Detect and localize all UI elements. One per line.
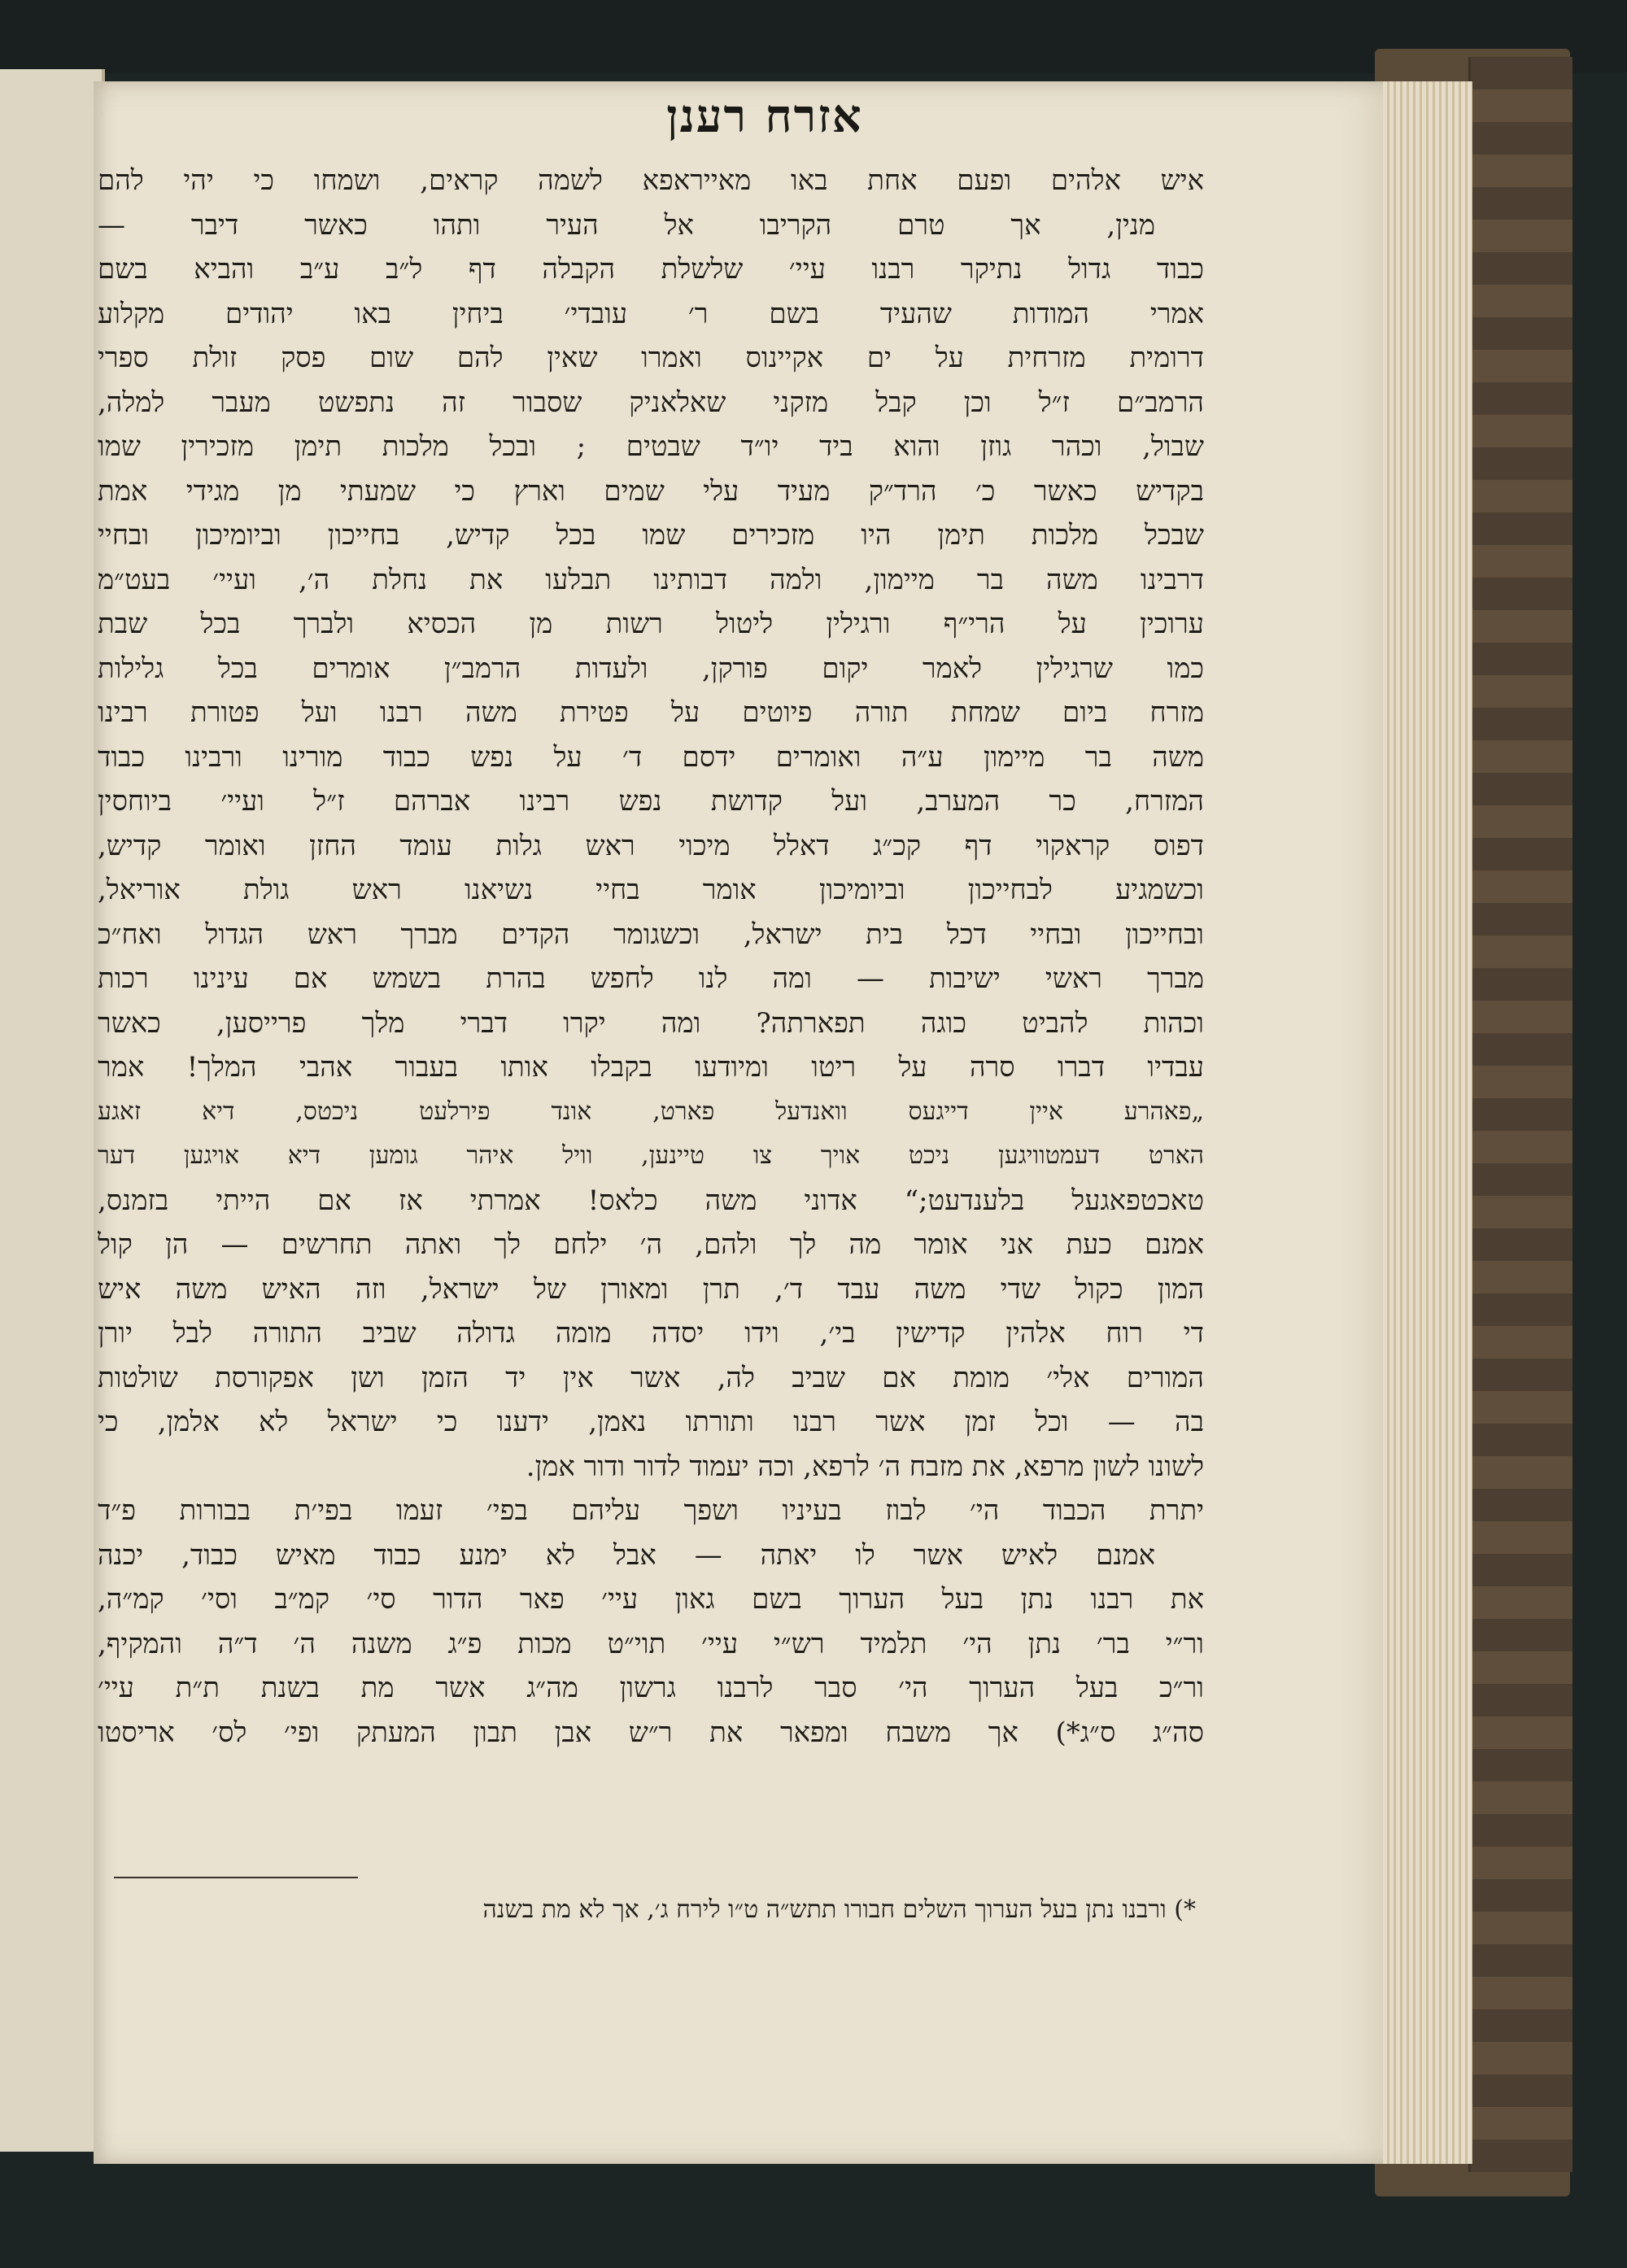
footnote-rule (114, 1877, 358, 1878)
text-line: הרמב״ם ז״ל וכן קבל מזקני שאלאניק שסבור זה נתפשט מעבר למלה, (98, 386, 1204, 419)
text-line: דרבינו משה בר מיימון, ולמה דבותינו תבלעו את נחלת ה׳, ועיי׳ בעט״מ (98, 563, 1204, 596)
text-line: כבוד גדול נתיקר רבנו עיי׳ שלשלת הקבלה דף ל״ב ע״ב והביא בשם (98, 253, 1204, 286)
text-line: איש אלהים ופעם אחת באו מאייראפא לשמה קראים, ושמחו כי יהי להם (98, 164, 1204, 197)
text-line: וכהות להביט כוגה תפארתה? ומה יקרו דברי מלך פרייסען, כאשר (98, 1006, 1204, 1040)
body-text (98, 159, 1204, 1755)
page-edges (1383, 81, 1472, 2164)
text-line: עבדיו דברו סרה על ריטו ומיודעו בקבלו אותו בעבור אהבי המלך! אמר (98, 1051, 1204, 1084)
running-header: אזרח רענן (666, 89, 863, 143)
facing-page-edge (0, 69, 105, 2152)
text-line: מנין, אך טרם הקריבו אל העיר ותהו כאשר דיבר — (98, 208, 1155, 242)
text-line: אמרי המודות שהעיד בשם ר׳ עובדי׳ ביחין באו יהודים מקלוע (98, 297, 1204, 330)
yiddish-quote-line: „פאהרע איין דייגעס וואנדעל פארט, אונד פירלעט ניכטס, דיא זאגע (98, 1097, 1204, 1126)
text-line: ור״י בר׳ נתן הי׳ תלמיד רש״י עיי׳ תוי״ט מכות פ״ג משנה ה׳ ד״ה והמקיף, (98, 1627, 1204, 1660)
text-line: המזרח, כר המערב, ועל קדושת נפש רבינו אברהם ז״ל ועיי׳ ביוחסין (98, 785, 1204, 818)
text-line: כמו שרגילין לאמר יקום פורקן, ולעדות הרמב״ן אומרים בכל גלילות (98, 652, 1204, 685)
text-line: שבכל מלכות תימן היו מזכירים שמו בכל קדיש, בחייכון וביומיכון ובחיי (98, 519, 1204, 552)
text-line: וכשמגיע לבחייכון וביומיכון אומר בחיי נשיאנו ראש גולת אוריאל, (98, 874, 1204, 906)
book-spine (1468, 57, 1572, 2172)
text-line: בקדיש כאשר כ׳ הרד״ק מעיד עלי שמים וארץ כי שמעתי מן מגידי אמת (98, 474, 1204, 508)
text-line: ערוכין על הרי״ף ורגילין ליטול רשות מן הכסיא ולברך בכל שבת (98, 608, 1204, 640)
text-line: טאכטפאגעל בלענדעט;“ אדוני משה כלאס! אמרתי אז אם הייתי בזמנס, (98, 1184, 1204, 1217)
text-line: ובחייכון ובחיי דכל בית ישראל, וכשגומר הקדים מברך ראש הגדול ואח״כ (98, 918, 1204, 951)
text-line: ור״כ בעל הערוך הי׳ סבר לרבנו גרשון מה״ג אשר מת בשנת ת״ת עיי׳ (98, 1672, 1204, 1704)
text-line: מברך ראשי ישיבות — ומה לנו לחפש בהרת בשמש אם עינינו רכות (98, 962, 1204, 995)
text-line: משה בר מיימון ע״ה ואומרים ידסם ד׳ על נפש כבוד מורינו ורבינו כבוד (98, 740, 1204, 774)
text-line: יתרת הכבוד הי׳ לבוז בעיניו ושפך עליהם בפי׳ זעמו בפי׳ת בבורות פ״ד (98, 1494, 1204, 1527)
text-line: דפוס קראקוי דף קכ״ג דאלל מיכוי ראש גלות עומד החזן ואומר קדיש, (98, 829, 1204, 862)
text-line: סה״ג ס״ג*) אך משבח ומפאר את ר״ש אבן תבון המעתק ופי׳ לס׳ אריסטו (98, 1716, 1204, 1749)
text-line: לשונו לשון מרפא, את מזבח ה׳ לרפא, וכה יעמוד לדור ודור אמן. (526, 1450, 1204, 1483)
yiddish-quote-line: הארט דעמטוויגען ניכט אויך צו טיינען, וויל איהר גומען דיא אויגען דער (98, 1141, 1204, 1170)
text-line: בה — וכל זמן אשר רבנו ותורתו נאמן, ידענו כי ישראל לא אלמן, כי (98, 1406, 1204, 1438)
text-line: המון כקול שדי משה עבד ד׳, תרן ומאורן של ישראל, וזה האיש משה איש (98, 1272, 1204, 1306)
text-line: אמנם לאיש אשר לו יאתה — אבל לא ימנע כבוד מאיש כבוד, יכנה (98, 1538, 1155, 1572)
text-line: אמנם כעת אני אומר מה לך ולהם, ה׳ ילחם לך ואתה תחרשים — הן קול (98, 1228, 1204, 1261)
text-line: שבול, וכהר גוזן והוא ביד יו״ד שבטים ; ובכל מלכות תימן מזכירין שמו (98, 430, 1204, 463)
text-line: את רבנו נתן בעל הערוך בשם גאון עיי׳ פאר הדור סי׳ קמ״ב וסי׳ קמ״ה, (98, 1583, 1204, 1616)
footnote: *) ורבנו נתן בעל הערוך השלים חבורו תתש״ה ט״ו לירח ג׳, אך לא מת בשנה (482, 1895, 1196, 1924)
text-line: דרומית מזרחית על ים אקיינוס ואמרו שאין להם שום פסק זולת ספרי (98, 342, 1204, 374)
text-line: המורים אלי׳ מומת אם שביב לה, אשר אין יד הזמן ושן אפקורסת שולטות (98, 1361, 1204, 1394)
text-line: מזרח ביום שמחת תורה פיוטים על פטירת משה רבנו ועל פטורת רבינו (98, 696, 1204, 729)
text-line: די רוח אלהין קדישין בי׳, וידו יסדה מומה גדולה שביב התורה לבל יורן (98, 1317, 1204, 1350)
